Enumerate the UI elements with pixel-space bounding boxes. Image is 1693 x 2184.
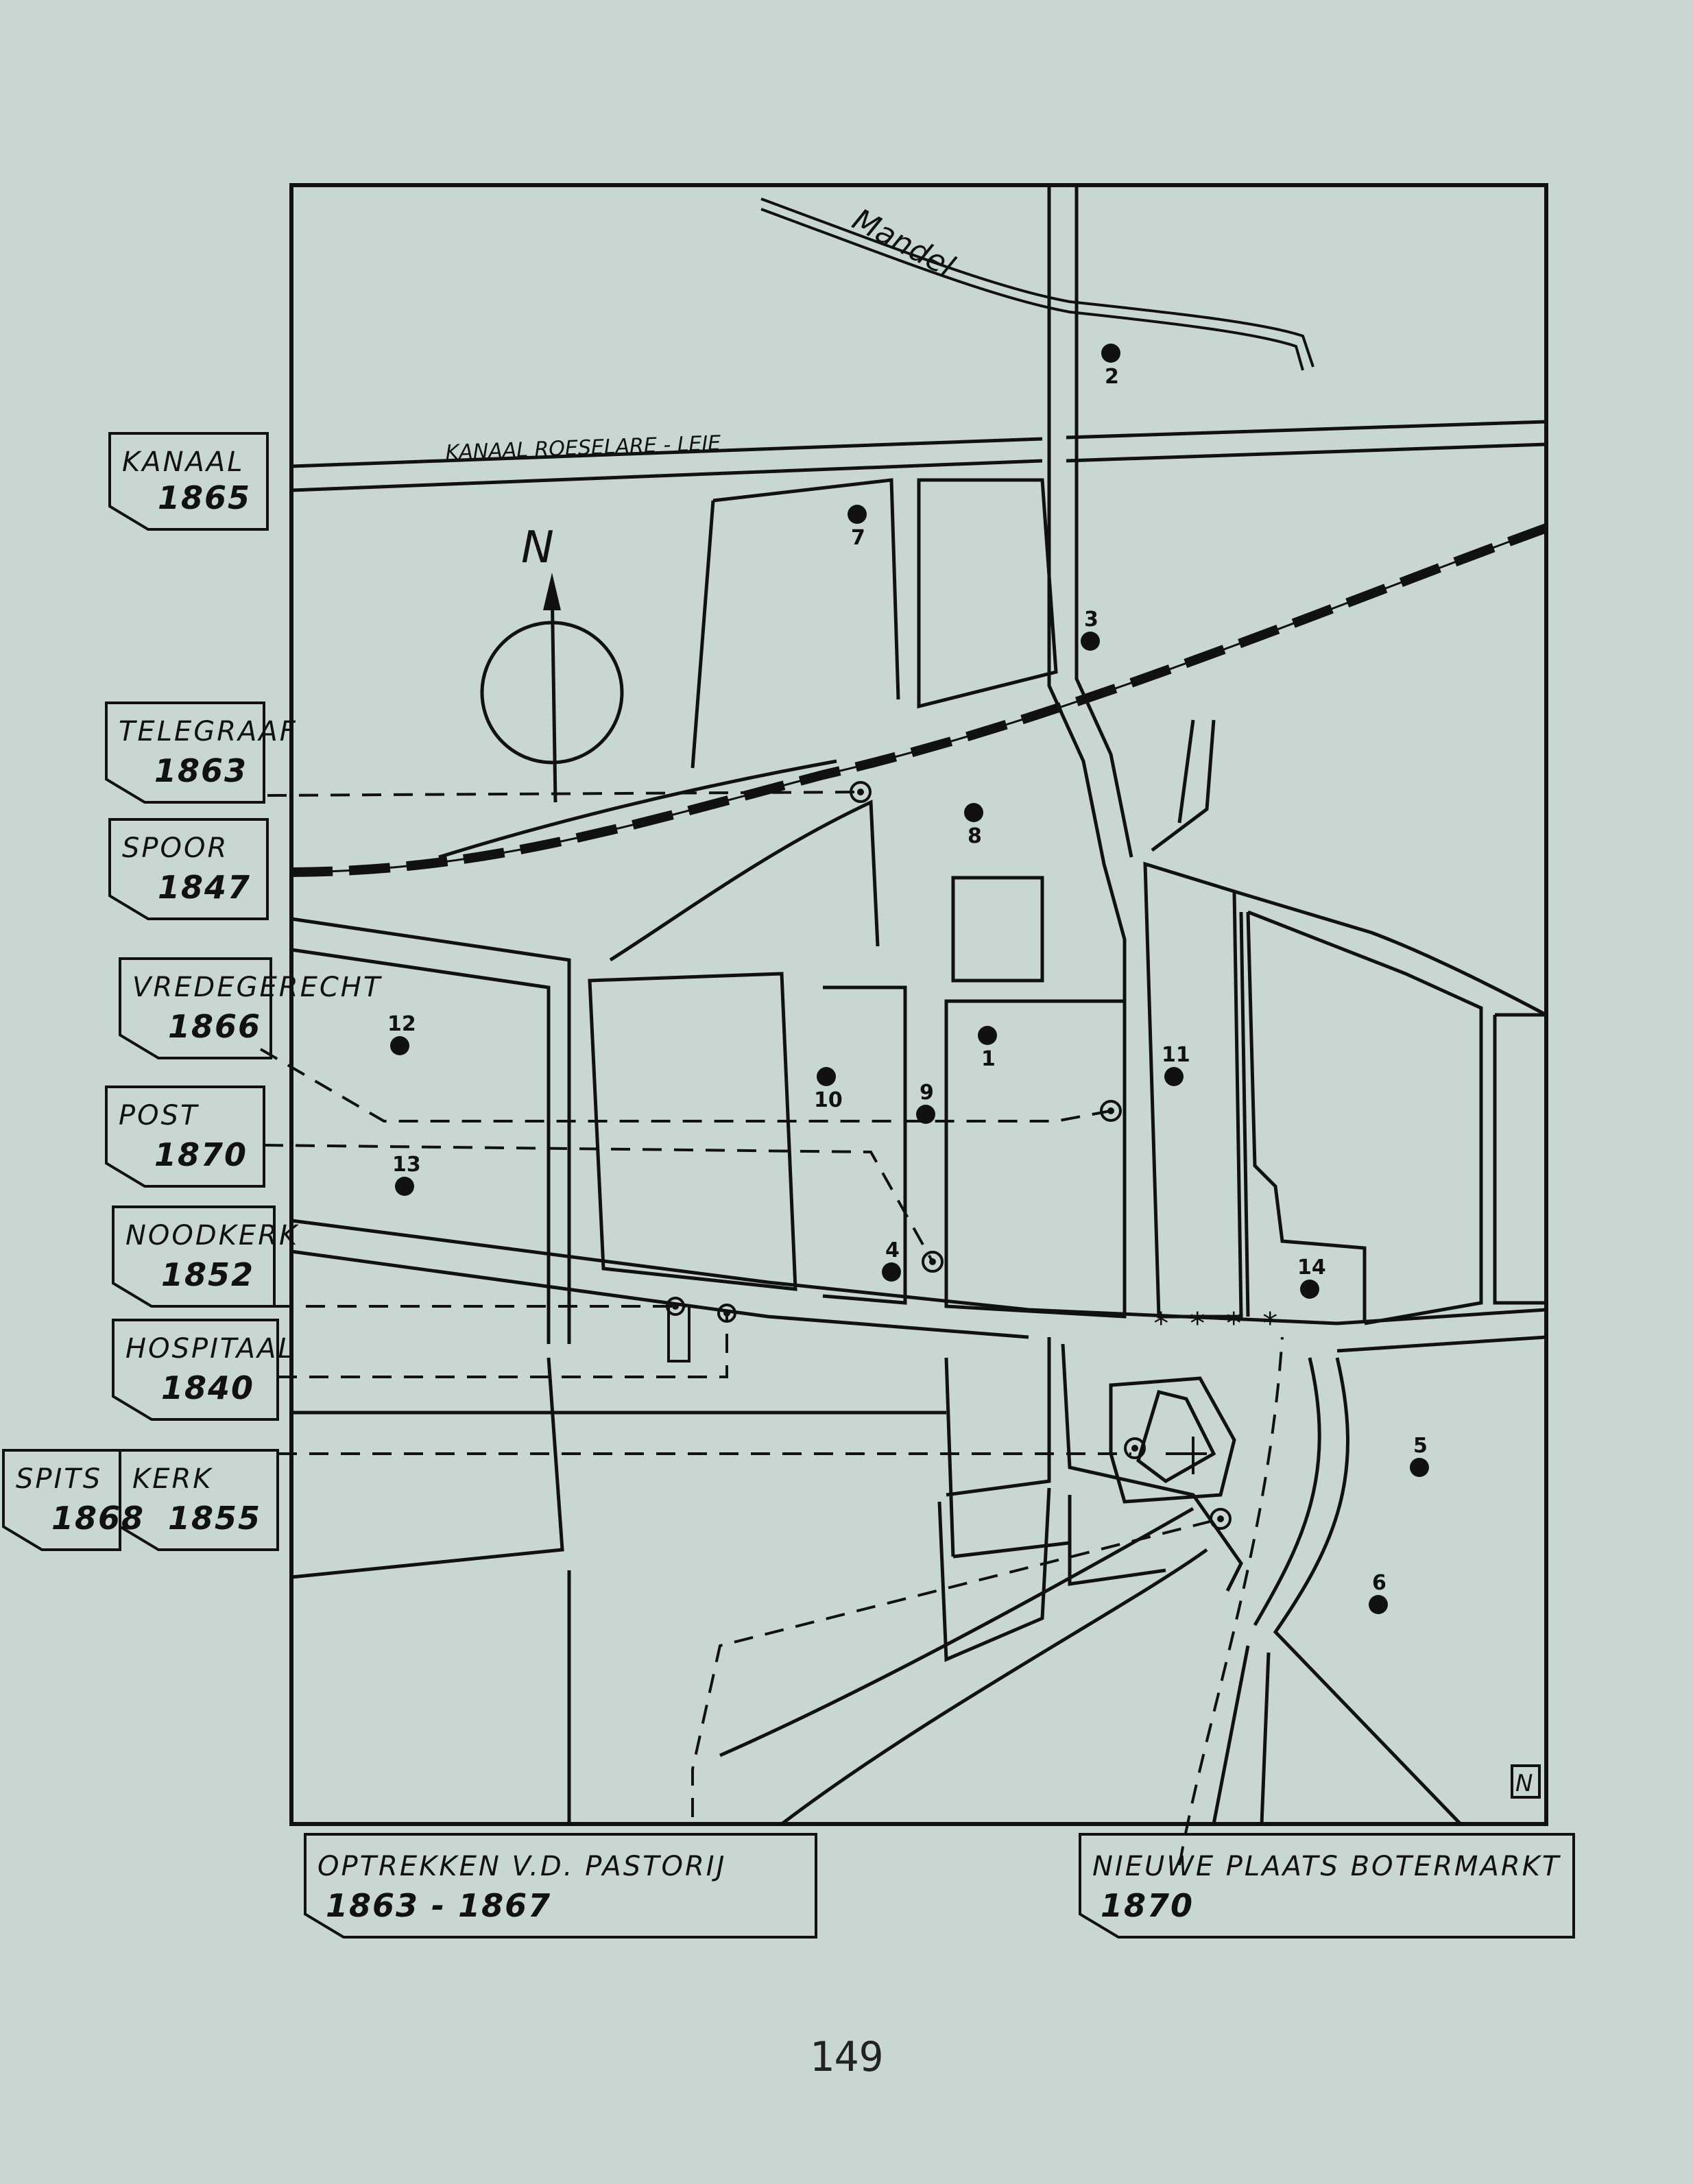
- marker-number-8: 8: [968, 824, 982, 848]
- marker-number-1: 1: [981, 1047, 996, 1071]
- marker-number-3: 3: [1084, 608, 1098, 632]
- label-pastorij: [305, 1834, 816, 1937]
- marker-number-13: 13: [392, 1153, 421, 1177]
- labels: [3, 433, 1574, 1937]
- marker-number-2: 2: [1105, 365, 1119, 389]
- label-title-post: POST: [119, 1100, 200, 1131]
- label-year-hospitaal: 1840: [161, 1369, 255, 1406]
- label-noodkerk: [113, 1207, 299, 1306]
- label-year-vredegerecht: 1866: [168, 1008, 262, 1045]
- label-year-kerk: 1855: [168, 1500, 262, 1537]
- marker-number-11: 11: [1162, 1043, 1190, 1067]
- marker-dot-6: [1369, 1595, 1388, 1614]
- marker-dot-8: [964, 803, 983, 822]
- river-mandel: [761, 199, 1313, 370]
- marker-number-14: 14: [1297, 1256, 1326, 1280]
- marker-dot-11: [1164, 1067, 1184, 1086]
- label-title-kerk: KERK: [132, 1463, 213, 1495]
- label-spoor: [110, 819, 267, 919]
- label-title-vredegerecht: VREDEGERECHT: [132, 972, 383, 1003]
- marker-dot-3: [1081, 632, 1100, 651]
- marker-dot-12: [390, 1036, 409, 1055]
- marker-dot-1: [978, 1026, 997, 1045]
- label-kanaal: [110, 433, 267, 529]
- label-spits: [3, 1450, 145, 1550]
- label-telegraaf: [106, 703, 298, 802]
- label-title-telegraaf: TELEGRAAF: [119, 716, 298, 747]
- label-title-spits: SPITS: [16, 1463, 103, 1495]
- label-year-post: 1870: [154, 1136, 248, 1173]
- marker-dot-4: [882, 1262, 901, 1282]
- marker-dot-9: [916, 1105, 935, 1124]
- marker-number-7: 7: [851, 526, 865, 550]
- label-year-spits: 1868: [51, 1500, 145, 1537]
- marker-number-12: 12: [387, 1012, 416, 1036]
- map-logo: [1512, 1766, 1539, 1797]
- label-title-pastorij: OPTREKKEN V.D. PASTORIJ: [317, 1851, 727, 1882]
- label-title-kanaal: KANAAL: [122, 446, 245, 478]
- label-year-kanaal: 1865: [158, 479, 252, 516]
- marker-number-4: 4: [885, 1238, 900, 1262]
- label-title-noodkerk: NOODKERK: [125, 1220, 300, 1251]
- marker-number-5: 5: [1413, 1434, 1428, 1458]
- label-vredegerecht: [120, 959, 383, 1058]
- label-year-noodkerk: 1852: [161, 1256, 255, 1293]
- north-arrow: [482, 523, 622, 802]
- marker-dot-5: [1410, 1458, 1429, 1477]
- river-label: Mandel: [846, 202, 961, 285]
- label-hospitaal: [113, 1320, 296, 1419]
- svg-text:N: N: [521, 523, 554, 573]
- marker-dot-10: [817, 1067, 836, 1086]
- marker-dot-7: [848, 505, 867, 524]
- label-year-botermarkt: 1870: [1101, 1887, 1194, 1924]
- asterisk-row: * * * *: [1152, 1306, 1280, 1341]
- svg-text:N: N: [1515, 1770, 1533, 1797]
- canal-label: KANAAL ROESELARE - LEIE: [445, 431, 721, 465]
- label-title-hospitaal: HOSPITAAL: [125, 1333, 296, 1365]
- label-year-telegraaf: 1863: [154, 752, 248, 789]
- page-number: 149: [809, 2033, 884, 2081]
- label-year-spoor: 1847: [158, 869, 252, 906]
- label-title-spoor: SPOOR: [122, 832, 229, 864]
- label-post: [106, 1087, 264, 1186]
- map-frame: [291, 185, 1546, 1824]
- marker-dot-2: [1101, 344, 1120, 363]
- marker-dot-13: [395, 1177, 414, 1196]
- label-botermarkt: [1080, 1834, 1574, 1937]
- marker-number-10: 10: [814, 1088, 843, 1112]
- marker-number-9: 9: [920, 1081, 934, 1105]
- label-year-pastorij: 1863 - 1867: [326, 1887, 552, 1924]
- street-network: [291, 185, 1546, 1824]
- marker-dot-14: [1300, 1280, 1319, 1299]
- leader-lines: [261, 792, 1282, 1865]
- marker-number-6: 6: [1372, 1571, 1386, 1595]
- label-title-botermarkt: NIEUWE PLAATS BOTERMARKT: [1092, 1851, 1561, 1882]
